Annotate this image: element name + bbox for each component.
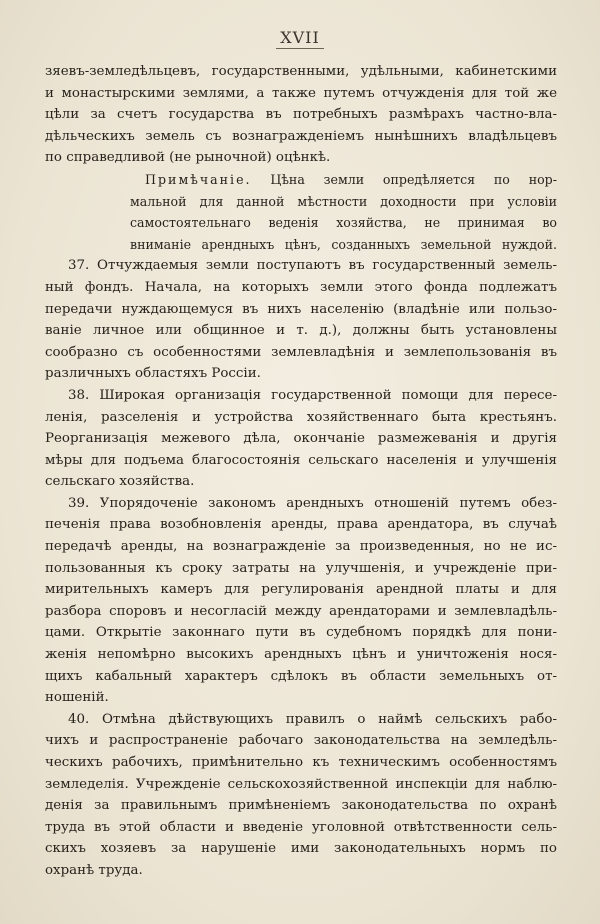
- text-line: пользованныя къ сроку затраты на улучшенія, и учрежденіе при-: [45, 560, 557, 576]
- text-line: по справедливой (не рыночной) оцѣнкѣ.: [45, 150, 331, 166]
- note-line: мальной для данной мѣстности доходности при условіи: [130, 193, 557, 209]
- text-line: сельскаго хозяйства.: [45, 474, 195, 490]
- note-block: [45, 169, 557, 255]
- text-line: зяевъ-земледѣльцевъ, государственными, удѣльными, кабинетскими: [45, 64, 557, 79]
- text-line: скихъ хозяевъ за нарушеніе ими законодательныхъ нормъ по: [45, 841, 557, 857]
- text-line: чихъ и распространеніе рабочаго законодательства на земледѣль-: [45, 733, 557, 749]
- note-line: самостоятельнаго веденія хозяйства, не принимая во: [130, 215, 557, 231]
- text-line: земледелія. Учрежденіе сельскохозяйственной инспекціи для наблю-: [45, 776, 557, 792]
- text-line: ный фондъ. Начала, на которыхъ земли этого фонда подлежатъ: [45, 279, 557, 295]
- text-line: 37. Отчуждаемыя земли поступаютъ въ государственный земель-: [68, 258, 557, 274]
- text-line: денія за правильнымъ примѣненіемъ законодательства по охранѣ: [45, 798, 557, 814]
- opening-paragraph: [45, 61, 557, 169]
- text-line: 38. Широкая организація государственной помощи для пересе-: [68, 387, 557, 403]
- text-line: охранѣ труда.: [45, 862, 143, 878]
- note-line: вниманіе арендныхъ цѣнъ, созданныхъ земельной нуждой.: [130, 236, 557, 252]
- text-line: дѣльческихъ земель съ вознагражденіемъ нынѣшнихъ владѣльцевъ: [45, 128, 557, 144]
- note-first-line: [45, 169, 557, 191]
- text-line: передачи нуждающемуся въ нихъ населенію (владѣніе или пользо-: [45, 301, 557, 317]
- page-number: XVII: [276, 28, 324, 49]
- text-line: 39. Упорядоченіе закономъ арендныхъ отношеній путемъ обез-: [68, 495, 557, 511]
- text-line: мѣры для подъема благосостоянія сельскаго населенія и улучшенія: [45, 452, 557, 468]
- note-first-text: Цѣна земли опредѣляется по нор-: [270, 171, 557, 187]
- text-line: Реорганизація межевого дѣла, окончаніе размежеванія и другія: [45, 431, 557, 447]
- text-line: ческихъ рабочихъ, примѣнительно къ техническимъ особенностямъ: [45, 755, 557, 770]
- paragraph-40: [45, 709, 557, 882]
- paragraph-39: [45, 493, 557, 709]
- text-line: сообразно съ особенностями землевладѣнія и землепользованія въ: [45, 344, 557, 360]
- page-header: [0, 28, 600, 49]
- text-line: и монастырскими землями, а также путемъ отчужденія для той же: [45, 85, 557, 101]
- text-line: труда въ этой области и введеніе уголовной отвѣтственности сель-: [45, 819, 557, 835]
- text-line: ваніе личное или общинное и т. д.), должны быть установлены: [45, 323, 557, 339]
- paragraph-37: [45, 255, 557, 385]
- note-label: Примѣчаніе.: [145, 171, 252, 187]
- text-line: печенія права возобновленія аренды, права арендатора, въ случаѣ: [45, 517, 557, 533]
- text-line: цами. Открытіе законнаго пути въ судебномъ порядкѣ для пони-: [45, 625, 557, 641]
- text-line: ленія, разселенія и устройства хозяйственнаго быта крестьянъ.: [45, 409, 557, 425]
- page-body: [45, 61, 557, 882]
- text-line: женія непомѣрно высокихъ арендныхъ цѣнъ и уничтоженія нося-: [45, 647, 557, 663]
- text-line: передачѣ аренды, на вознагражденіе за произведенныя, но не ис-: [45, 539, 557, 555]
- text-line: мирительныхъ камеръ для регулированія арендной платы и для: [45, 582, 557, 598]
- text-line: цѣли за счетъ государства въ потребныхъ размѣрахъ частно-вла-: [45, 107, 557, 123]
- text-line: 40. Отмѣна дѣйствующихъ правилъ о наймѣ сельскихъ рабо-: [68, 711, 557, 727]
- paragraph-38: [45, 385, 557, 493]
- text-line: разбора споровъ и несогласій между арендаторами и землевладѣль-: [45, 603, 557, 619]
- text-line: различныхъ областяхъ Россіи.: [45, 366, 261, 382]
- text-line: ношеній.: [45, 690, 109, 706]
- text-line: щихъ кабальный характеръ сдѣлокъ въ области земельныхъ от-: [45, 668, 557, 684]
